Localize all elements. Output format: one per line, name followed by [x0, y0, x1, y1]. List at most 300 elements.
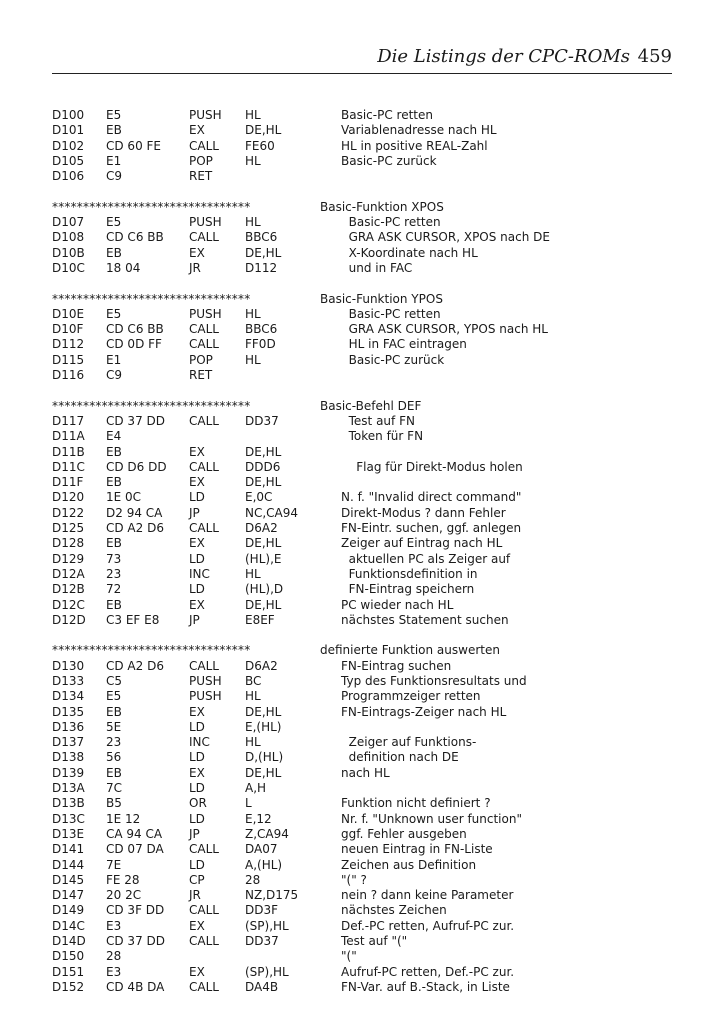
comment: Aufruf-PC retten, Def.-PC zur.	[341, 964, 515, 979]
opcode-bytes: 7E	[106, 857, 122, 872]
opcode-bytes: 18 04	[106, 260, 141, 275]
opcode-bytes: 5E	[106, 719, 122, 734]
comment: Funktion nicht definiert ?	[341, 796, 491, 811]
mnemonic: CALL	[189, 413, 219, 428]
comment: nächstes Zeichen	[341, 903, 447, 918]
address: D10B	[52, 245, 85, 260]
address: D144	[52, 857, 85, 872]
opcode-bytes: CD 4B DA	[106, 979, 165, 994]
operand: DD37	[245, 413, 279, 428]
mnemonic: EX	[189, 123, 205, 138]
operand: HL	[245, 689, 261, 704]
comment: Def.-PC retten, Aufruf-PC zur.	[341, 918, 515, 933]
opcode-bytes: CD 37 DD	[106, 413, 165, 428]
listing-row	[52, 445, 672, 460]
address: D13B	[52, 796, 85, 811]
listing-row	[52, 903, 672, 918]
address: D13E	[52, 826, 85, 841]
opcode-bytes: CD 07 DA	[106, 842, 164, 857]
operand: D6A2	[245, 521, 278, 536]
comment: Variablenadresse nach HL	[341, 123, 497, 138]
opcode-bytes: EB	[106, 765, 122, 780]
address: D12D	[52, 612, 86, 627]
listing-row	[52, 965, 672, 980]
mnemonic: INC	[189, 735, 210, 750]
opcode-bytes: CA 94 CA	[106, 826, 163, 841]
address: D14C	[52, 918, 85, 933]
listing-row	[52, 154, 672, 169]
operand: E8EF	[245, 612, 275, 627]
address: D115	[52, 352, 85, 367]
opcode-bytes: EB	[106, 536, 122, 551]
opcode-bytes: CD 37 DD	[106, 934, 165, 949]
address: D152	[52, 979, 85, 994]
listing-row	[52, 353, 672, 368]
address: D134	[52, 689, 85, 704]
mnemonic: EX	[189, 475, 205, 490]
opcode-bytes: EB	[106, 475, 122, 490]
operand: DD3F	[245, 903, 279, 918]
opcode-bytes: E4	[106, 429, 122, 444]
mnemonic: JP	[189, 505, 200, 520]
address: D102	[52, 138, 85, 153]
mnemonic: CALL	[189, 658, 219, 673]
address: D112	[52, 337, 85, 352]
address: D105	[52, 153, 85, 168]
listing-row	[52, 919, 672, 934]
operand: BBC6	[245, 322, 278, 337]
comment: nächstes Statement suchen	[341, 612, 509, 627]
mnemonic: PUSH	[189, 215, 222, 230]
comment: Basic-PC retten	[341, 108, 433, 122]
address: D116	[52, 368, 85, 383]
assembly-listing	[52, 108, 672, 995]
comment: HL in positive REAL-Zahl	[341, 138, 488, 153]
operand: HL	[245, 306, 261, 321]
listing-row	[52, 246, 672, 261]
section-header	[52, 200, 672, 215]
operand: DE,HL	[245, 765, 282, 780]
mnemonic: CALL	[189, 337, 219, 352]
running-title: Die Listings der CPC-ROMs	[377, 46, 630, 67]
operand: (SP),HL	[245, 918, 289, 933]
address: D122	[52, 505, 85, 520]
operand: Z,CA94	[245, 826, 289, 841]
listing-row	[52, 521, 672, 536]
address: D13A	[52, 781, 85, 796]
comment: FN-Eintr. suchen, ggf. anlegen	[341, 521, 522, 536]
mnemonic: LD	[189, 750, 205, 765]
listing-row	[52, 934, 672, 949]
operand: (HL),D	[245, 582, 284, 597]
mnemonic: POP	[189, 153, 213, 168]
opcode-bytes: C9	[106, 368, 123, 383]
mnemonic: OR	[189, 796, 207, 811]
listing-row	[52, 322, 672, 337]
operand: DE,HL	[245, 123, 282, 138]
opcode-bytes: E3	[106, 918, 122, 933]
listing-row	[52, 567, 672, 582]
address: D14D	[52, 934, 86, 949]
listing-row	[52, 123, 672, 138]
listing-row	[52, 475, 672, 490]
section-title: definierte Funktion auswerten	[320, 643, 500, 658]
mnemonic: CALL	[189, 322, 219, 337]
operand: A,(HL)	[245, 857, 283, 872]
operand: E,0C	[245, 490, 273, 505]
address: D149	[52, 903, 85, 918]
comment: Basic-PC zurück	[341, 153, 437, 168]
mnemonic: RET	[189, 169, 213, 184]
operand: DE,HL	[245, 475, 282, 490]
comment: HL in FAC eintragen	[341, 337, 467, 352]
address: D141	[52, 842, 85, 857]
listing-row	[52, 613, 672, 628]
comment: Test auf "("	[341, 934, 408, 949]
opcode-bytes: CD 3F DD	[106, 903, 165, 918]
opcode-bytes: C9	[106, 169, 123, 184]
address: D10C	[52, 260, 85, 275]
comment: Basic-PC retten	[341, 215, 441, 230]
listing-row	[52, 429, 672, 444]
mnemonic: RET	[189, 368, 213, 383]
opcode-bytes: B5	[106, 796, 122, 811]
operand: HL	[245, 352, 261, 367]
comment: nein ? dann keine Parameter	[341, 888, 514, 903]
listing-row	[52, 261, 672, 276]
comment: Direkt-Modus ? dann Fehler	[341, 505, 506, 520]
operand: NZ,D175	[245, 888, 299, 903]
section-title: Basic-Funktion XPOS	[320, 199, 444, 214]
opcode-bytes: CD 0D FF	[106, 337, 162, 352]
address: D145	[52, 872, 85, 887]
listing-row	[52, 766, 672, 781]
opcode-bytes: CD A2 D6	[106, 521, 164, 536]
address: D12B	[52, 582, 85, 597]
mnemonic: LD	[189, 781, 205, 796]
comment: aktuellen PC als Zeiger auf	[341, 551, 511, 566]
address: D133	[52, 673, 85, 688]
mnemonic: CALL	[189, 230, 219, 245]
opcode-bytes: 7C	[106, 781, 123, 796]
separator-stars: ********************************	[52, 291, 251, 306]
listing-row	[52, 582, 672, 597]
mnemonic: LD	[189, 857, 205, 872]
operand: DE,HL	[245, 444, 282, 459]
listing-row	[52, 414, 672, 429]
operand: DA07	[245, 842, 278, 857]
address: D101	[52, 123, 85, 138]
opcode-bytes: 56	[106, 750, 122, 765]
listing-row	[52, 796, 672, 811]
mnemonic: PUSH	[189, 689, 222, 704]
operand: HL	[245, 153, 261, 168]
comment: "("	[341, 949, 357, 964]
address: D100	[52, 108, 85, 122]
mnemonic: EX	[189, 765, 205, 780]
section-header	[52, 292, 672, 307]
separator-stars: ********************************	[52, 398, 251, 413]
comment: FN-Eintrag speichern	[341, 582, 475, 597]
operand: DA4B	[245, 979, 279, 994]
opcode-bytes: E1	[106, 352, 122, 367]
address: D138	[52, 750, 85, 765]
address: D10F	[52, 322, 84, 337]
comment: Nr. f. "Unknown user function"	[341, 811, 522, 826]
comment: Basic-PC zurück	[341, 352, 445, 367]
comment: FN-Eintrag suchen	[341, 658, 452, 673]
address: D12A	[52, 566, 85, 581]
section-title: Basic-Befehl DEF	[320, 398, 422, 413]
mnemonic: EX	[189, 536, 205, 551]
address: D10E	[52, 306, 85, 321]
operand: E,12	[245, 811, 272, 826]
mnemonic: EX	[189, 964, 205, 979]
operand: HL	[245, 566, 261, 581]
comment: N. f. "Invalid direct command"	[341, 490, 522, 505]
operand: HL	[245, 215, 261, 230]
listing-row	[52, 705, 672, 720]
listing-row	[52, 980, 672, 995]
operand: DE,HL	[245, 704, 282, 719]
comment: Zeiger auf Funktions-	[341, 735, 477, 750]
listing-row	[52, 230, 672, 245]
opcode-bytes: 28	[106, 949, 122, 964]
blank-line	[52, 628, 672, 643]
mnemonic: PUSH	[189, 108, 222, 122]
mnemonic: POP	[189, 352, 213, 367]
listing-row	[52, 858, 672, 873]
address: D120	[52, 490, 85, 505]
address: D108	[52, 230, 85, 245]
opcode-bytes: CD 60 FE	[106, 138, 162, 153]
mnemonic: CALL	[189, 459, 219, 474]
listing-row	[52, 812, 672, 827]
opcode-bytes: FE 28	[106, 872, 140, 887]
opcode-bytes: E5	[106, 215, 122, 230]
opcode-bytes: CD C6 BB	[106, 230, 164, 245]
address: D125	[52, 521, 85, 536]
opcode-bytes: E3	[106, 964, 122, 979]
operand: BBC6	[245, 230, 278, 245]
header-rule	[52, 73, 672, 74]
mnemonic: EX	[189, 918, 205, 933]
opcode-bytes: C3 EF E8	[106, 612, 160, 627]
address: D106	[52, 169, 85, 184]
listing-row	[52, 215, 672, 230]
mnemonic: EX	[189, 597, 205, 612]
mnemonic: CALL	[189, 138, 219, 153]
comment: GRA ASK CURSOR, XPOS nach DE	[341, 230, 550, 245]
mnemonic: PUSH	[189, 306, 222, 321]
operand: A,H	[245, 781, 267, 796]
opcode-bytes: 23	[106, 566, 122, 581]
mnemonic: INC	[189, 566, 210, 581]
mnemonic: PUSH	[189, 673, 222, 688]
listing-row	[52, 307, 672, 322]
opcode-bytes: C5	[106, 673, 123, 688]
opcode-bytes: EB	[106, 597, 122, 612]
operand: (SP),HL	[245, 964, 289, 979]
listing-row	[52, 552, 672, 567]
operand: NC,CA94	[245, 505, 299, 520]
address: D130	[52, 658, 85, 673]
comment: neuen Eintrag in FN-Liste	[341, 842, 493, 857]
operand: DE,HL	[245, 597, 282, 612]
operand: D6A2	[245, 658, 278, 673]
address: D139	[52, 765, 85, 780]
comment: Typ des Funktionsresultats und	[341, 673, 527, 688]
mnemonic: LD	[189, 719, 205, 734]
page-header	[0, 44, 672, 72]
address: D11B	[52, 444, 85, 459]
address: D12C	[52, 597, 85, 612]
blank-line	[52, 184, 672, 199]
listing-row	[52, 674, 672, 689]
section-header	[52, 399, 672, 414]
comment: und in FAC	[341, 260, 413, 275]
operand: FE60	[245, 138, 275, 153]
listing-row	[52, 506, 672, 521]
listing-row	[52, 169, 672, 184]
listing-row	[52, 827, 672, 842]
comment: FN-Eintrags-Zeiger nach HL	[341, 704, 507, 719]
operand: DDD6	[245, 459, 281, 474]
listing-row	[52, 781, 672, 796]
comment: definition nach DE	[341, 750, 459, 765]
address: D107	[52, 215, 85, 230]
operand: HL	[245, 735, 261, 750]
listing-row	[52, 337, 672, 352]
opcode-bytes: E5	[106, 108, 122, 122]
comment: Test auf FN	[341, 413, 415, 428]
mnemonic: LD	[189, 551, 205, 566]
comment: Programmzeiger retten	[341, 689, 481, 704]
mnemonic: JP	[189, 612, 200, 627]
comment: Zeiger auf Eintrag nach HL	[341, 536, 503, 551]
mnemonic: CALL	[189, 979, 219, 994]
address: D11C	[52, 459, 85, 474]
listing-row	[52, 888, 672, 903]
operand: HL	[245, 108, 261, 122]
operand: L	[245, 796, 252, 811]
listing-row	[52, 720, 672, 735]
opcode-bytes: EB	[106, 444, 122, 459]
mnemonic: LD	[189, 490, 205, 505]
mnemonic: EX	[189, 444, 205, 459]
address: D136	[52, 719, 85, 734]
listing-row	[52, 460, 672, 475]
listing-row	[52, 750, 672, 765]
comment: Basic-PC retten	[341, 306, 441, 321]
listing-row	[52, 659, 672, 674]
opcode-bytes: 73	[106, 551, 122, 566]
opcode-bytes: EB	[106, 245, 122, 260]
separator-stars: ********************************	[52, 643, 251, 658]
listing-row	[52, 689, 672, 704]
listing-row	[52, 735, 672, 750]
mnemonic: LD	[189, 811, 205, 826]
comment: ggf. Fehler ausgeben	[341, 826, 467, 841]
address: D13C	[52, 811, 85, 826]
address: D137	[52, 735, 85, 750]
opcode-bytes: EB	[106, 704, 122, 719]
operand: D112	[245, 260, 278, 275]
operand: 28	[245, 872, 261, 887]
opcode-bytes: 23	[106, 735, 122, 750]
opcode-bytes: 1E 0C	[106, 490, 142, 505]
opcode-bytes: D2 94 CA	[106, 505, 163, 520]
operand: DE,HL	[245, 536, 282, 551]
opcode-bytes: CD D6 DD	[106, 459, 167, 474]
comment: Flag für Direkt-Modus holen	[341, 459, 523, 474]
listing-row	[52, 842, 672, 857]
address: D150	[52, 949, 85, 964]
opcode-bytes: EB	[106, 123, 122, 138]
operand: FF0D	[245, 337, 276, 352]
comment: PC wieder nach HL	[341, 597, 454, 612]
address: D128	[52, 536, 85, 551]
operand: BC	[245, 673, 262, 688]
address: D147	[52, 888, 85, 903]
opcode-bytes: CD A2 D6	[106, 658, 164, 673]
opcode-bytes: 72	[106, 582, 122, 597]
listing-row	[52, 873, 672, 888]
address: D11F	[52, 475, 84, 490]
comment: GRA ASK CURSOR, YPOS nach HL	[341, 322, 548, 337]
address: D117	[52, 413, 85, 428]
opcode-bytes: E1	[106, 153, 122, 168]
comment: X-Koordinate nach HL	[341, 245, 478, 260]
opcode-bytes: E5	[106, 689, 122, 704]
operand: E,(HL)	[245, 719, 282, 734]
blank-line	[52, 276, 672, 291]
operand: D,(HL)	[245, 750, 284, 765]
opcode-bytes: CD C6 BB	[106, 322, 164, 337]
mnemonic: CALL	[189, 842, 219, 857]
blank-line	[52, 383, 672, 398]
listing-row	[52, 536, 672, 551]
mnemonic: JP	[189, 826, 200, 841]
mnemonic: CP	[189, 872, 205, 887]
page-number: 459	[637, 46, 672, 67]
listing-row	[52, 598, 672, 613]
mnemonic: CALL	[189, 521, 219, 536]
mnemonic: EX	[189, 245, 205, 260]
mnemonic: CALL	[189, 903, 219, 918]
mnemonic: JR	[189, 260, 201, 275]
operand: (HL),E	[245, 551, 282, 566]
address: D129	[52, 551, 85, 566]
mnemonic: EX	[189, 704, 205, 719]
listing-row	[52, 368, 672, 383]
operand: DE,HL	[245, 245, 282, 260]
comment: nach HL	[341, 765, 390, 780]
listing-row	[52, 108, 672, 123]
operand: DD37	[245, 934, 279, 949]
address: D11A	[52, 429, 85, 444]
mnemonic: JR	[189, 888, 201, 903]
comment: FN-Var. auf B.-Stack, in Liste	[341, 979, 510, 994]
comment: "(" ?	[341, 872, 367, 887]
listing-row	[52, 949, 672, 964]
section-header	[52, 643, 672, 658]
address: D151	[52, 964, 85, 979]
opcode-bytes: 1E 12	[106, 811, 141, 826]
separator-stars: ********************************	[52, 199, 251, 214]
section-title: Basic-Funktion YPOS	[320, 291, 443, 306]
listing-row	[52, 139, 672, 154]
